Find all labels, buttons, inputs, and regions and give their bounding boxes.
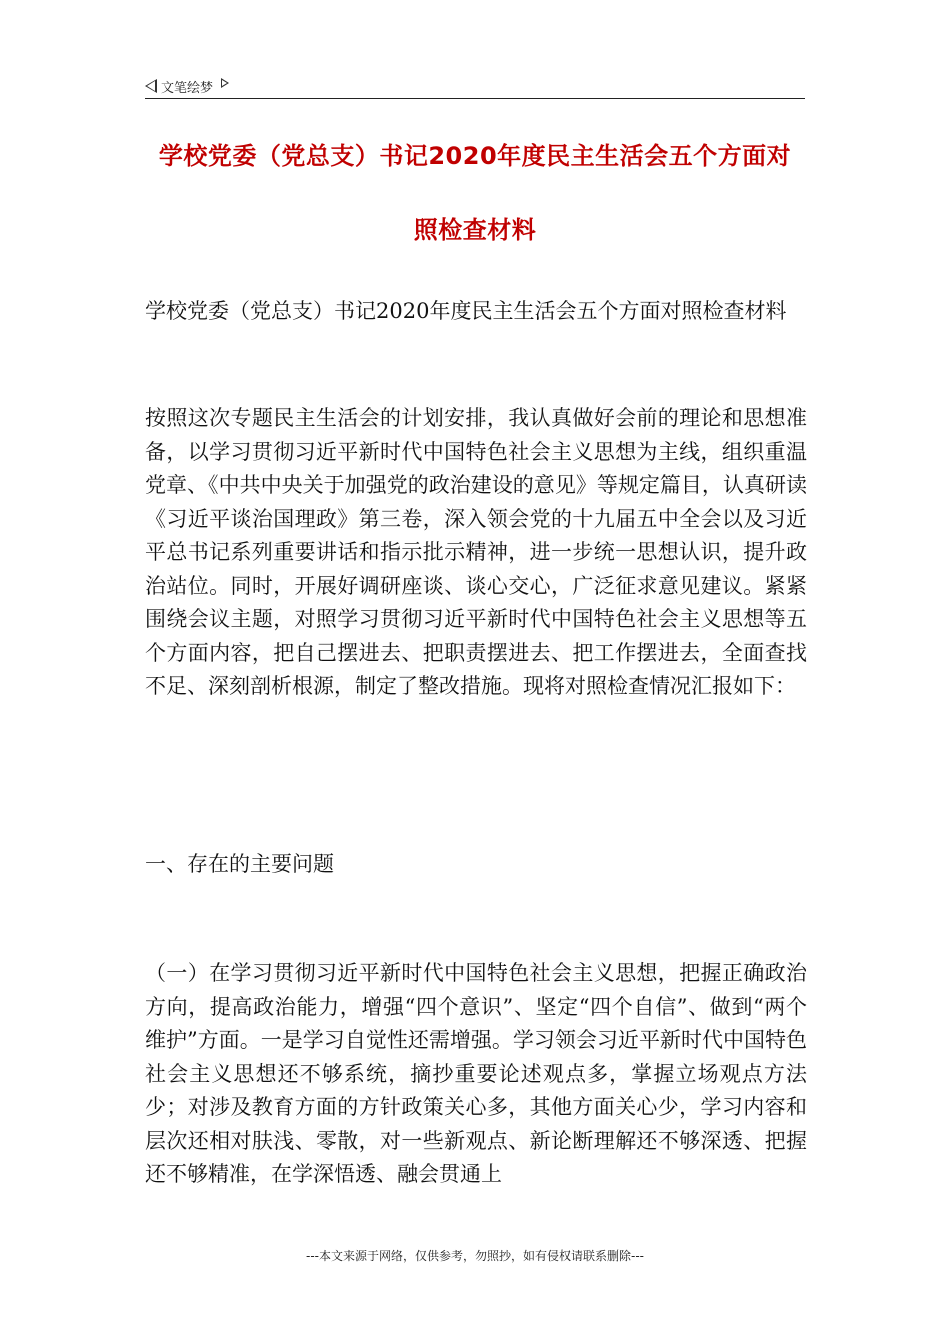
document-subtitle: 学校党委（党总支）书记2020年度民主生活会五个方面对照检查材料: [145, 299, 787, 323]
document-title-line-1: 学校党委（党总支）书记2020年度民主生活会五个方面对: [158, 142, 792, 170]
document-title-line-2: 照检查材料: [413, 216, 537, 244]
section-heading: 一、存在的主要问题: [145, 852, 334, 876]
brand-name: 文笔绘梦: [161, 80, 214, 96]
footer-notice: ---本文来源于网络，仅供参考，勿照抄，如有侵权请联系删除---: [306, 1249, 644, 1263]
item-paragraph: （一）在学习贯彻习近平新时代中国特色社会主义思想，把握正确政治方向，提高政治能力，增强“四个意识”、坚定“四个自信”、做到“两个维护”方面。一是学习自觉性还需增强。学习领会习近平新时代中国特色社会主义思想还不够系统，摘抄重要论述观点多，掌握立场观点方法少；对涉及教育方面的方针政策关心多，其他方面关心少，学习内容和层次还相对肤浅、零散，对一些新观点、新论断理解还不够深透、把握还不够精准，在学深悟透、融会贯通上: [145, 961, 807, 1186]
page-header: [145, 74, 229, 98]
triangle-left-icon: [145, 79, 157, 93]
triangle-right-icon: [221, 78, 229, 88]
header-divider: [145, 98, 805, 99]
intro-paragraph: 按照这次专题民主生活会的计划安排，我认真做好会前的理论和思想准备，以学习贯彻习近平新时代中国特色社会主义思想为主线，组织重温党章、《中共中央关于加强党的政治建设的意见》等规定篇目，认真研读《习近平谈治国理政》第三卷，深入领会党的十九届五中全会以及习近平总书记系列重要讲话和指示批示精神，进一步统一思想认识，提升政治站位。同时，开展好调研座谈、谈心交心，广泛征求意见建议。紧紧围绕会议主题，对照学习贯彻习近平新时代中国特色社会主义思想等五个方面内容，把自己摆进去、把职责摆进去、把工作摆进去，全面查找不足、深刻剖析根源，制定了整改措施。现将对照检查情况汇报如下：: [145, 406, 807, 698]
